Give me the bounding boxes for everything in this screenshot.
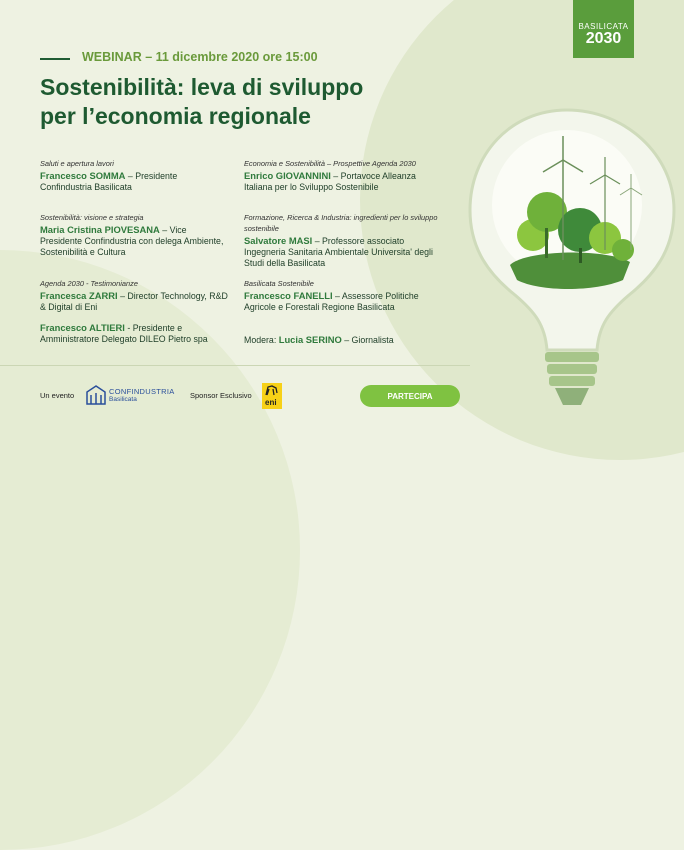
eni-text: eni <box>265 398 277 407</box>
badge-line2: 2030 <box>585 30 622 47</box>
moderator-role: – Giornalista <box>341 335 394 345</box>
sponsor-label: Sponsor Esclusivo <box>190 391 252 400</box>
speaker-item <box>244 212 444 269</box>
speaker-role: – Assessore Politiche Agricole e Forestali Regione Basilicata <box>244 291 419 312</box>
speaker-item <box>244 278 444 313</box>
speaker-name: Francesca ZARRI <box>40 290 118 301</box>
speaker-name: Salvatore MASI <box>244 235 313 246</box>
session-title: Agenda 2030 - Testimonianze <box>40 279 138 288</box>
speaker-role: – Vice Presidente Confindustria con delega Ambiente, Sostenibilità e Cultura <box>40 225 224 257</box>
speaker-item <box>40 212 230 258</box>
speaker-name: Enrico GIOVANNINI <box>244 170 331 181</box>
page-title <box>40 73 420 131</box>
confindustria-sub: Basilicata <box>109 396 137 403</box>
basilicata-2030-logo <box>573 0 634 58</box>
speaker-item <box>244 158 444 193</box>
speaker-role: – Professore associato Ingegneria Sanitaria Ambientale Universita' degli Studi della Basilicata <box>244 236 433 268</box>
title-line1: Sostenibilità: leva di sviluppo <box>40 74 364 100</box>
session-title: Formazione, Ricerca & Industria: ingredienti per lo sviluppo sostenibile <box>244 213 438 233</box>
speaker-name: Francesco ALTIERI <box>40 322 125 333</box>
speaker-item <box>40 278 230 313</box>
speaker-item <box>40 322 230 345</box>
session-title: Basilicata Sostenibile <box>244 279 314 288</box>
partecipa-button[interactable]: PARTECIPA <box>360 385 460 407</box>
webinar-date: WEBINAR – 11 dicembre 2020 ore 15:00 <box>82 50 318 64</box>
footer-divider <box>0 365 470 366</box>
speaker-item <box>40 158 230 193</box>
session-title: Sostenibilità: visione e strategia <box>40 213 144 222</box>
confindustria-logo <box>85 382 185 408</box>
speaker-role: – Director Technology, R&D & Digital di Eni <box>40 291 228 312</box>
eni-logo <box>262 383 282 409</box>
event-label: Un evento <box>40 391 75 400</box>
lightbulb-illustration <box>455 100 684 428</box>
session-title: Economia e Sostenibilità – Prospettive Agenda 2030 <box>244 159 416 168</box>
bulb-base <box>545 352 599 362</box>
accent-line <box>40 58 70 60</box>
six-legged-dog-icon <box>262 383 282 399</box>
speaker-name: Francesco SOMMA <box>40 170 126 181</box>
speaker-role: – Portavoce Alleanza Italiana per lo Sviluppo Sostenibile <box>244 171 416 192</box>
title-line2: per l’economia regionale <box>40 103 311 129</box>
ground <box>510 253 630 289</box>
badge-line1: BASILICATA <box>578 22 629 31</box>
confindustria-text: CONFINDUSTRIA <box>109 387 175 396</box>
speaker-role: - Presidente e Amministratore Delegato DILEO Pietro spa <box>40 323 208 344</box>
speaker-name: Maria Cristina PIOVESANA <box>40 224 160 235</box>
speaker-name: Francesco FANELLI <box>244 290 333 301</box>
confindustria-emblem-icon <box>85 384 107 406</box>
moderator <box>244 334 444 346</box>
moderator-name: Lucia SERINO <box>278 334 342 345</box>
speaker-role: – Presidente Confindustria Basilicata <box>40 171 178 192</box>
session-title: Saluti e apertura lavori <box>40 159 114 168</box>
moderator-label: Modera: <box>244 335 279 345</box>
